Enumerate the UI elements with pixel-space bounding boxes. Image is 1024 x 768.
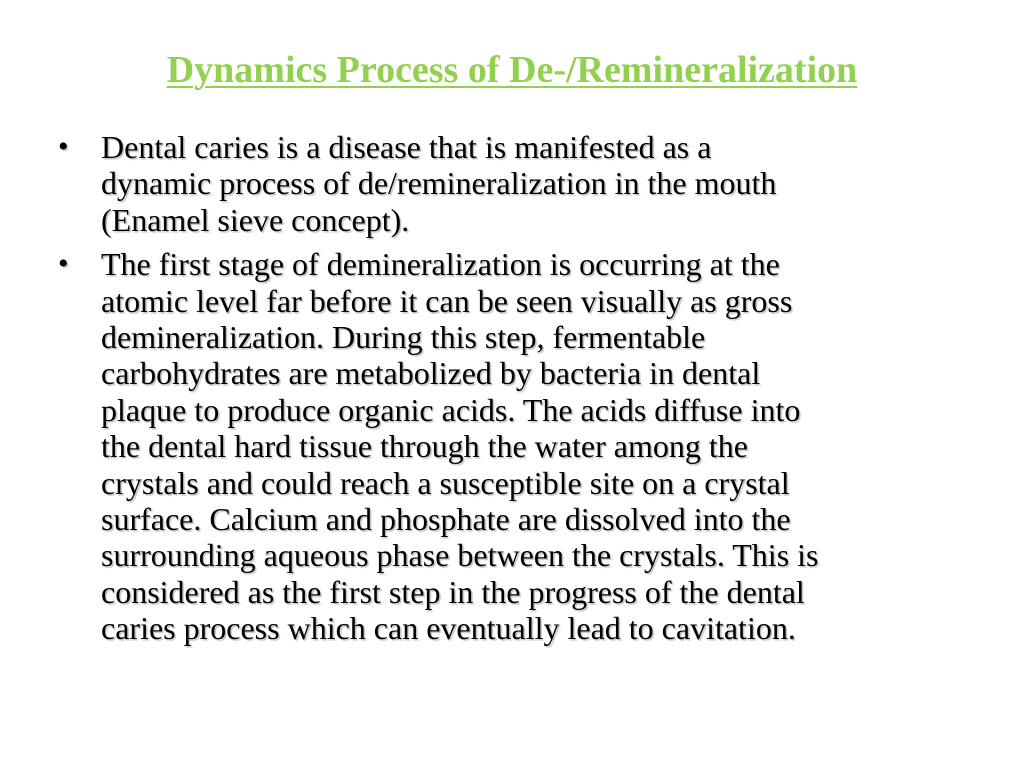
bullet-line: considered as the first step in the progress of the dental [101,573,805,610]
bullet-line: demineralization. During this step, fermentable [101,319,706,356]
bullet-line: caries process which can eventually lead to cavitation. [101,610,796,647]
bullet-line: Dental caries is a disease that is manifested as a [101,129,712,165]
bullet-line: atomic level far before it can be seen visually as gross [101,282,793,319]
bullet-list [58,129,978,647]
bullet-line: the dental hard tissue through the water among the [101,428,748,465]
bullet-line: (Enamel sieve concept). [101,201,410,238]
bullet-line: surrounding aqueous phase between the crystals. This is [101,537,819,574]
bullet-item-first-stage [58,246,978,646]
slide-title: Dynamics Process of De-/Remineralization [166,49,858,91]
bullet-line: dynamic process of de/remineralization in the mouth [101,165,777,202]
bullet-marker: • [58,247,69,281]
bullet-line: crystals and could reach a susceptible site on a crystal [101,464,790,501]
bullet-line: surface. Calcium and phosphate are dissolved into the [101,501,791,538]
bullet-line: The first stage of demineralization is occurring at the [101,246,780,283]
bullet-line: carbohydrates are metabolized by bacteria in dental [101,355,761,392]
bullet-item-caries-definition [58,129,978,238]
bullet-line: plaque to produce organic acids. The acids diffuse into [101,391,801,428]
bullet-marker: • [58,130,69,163]
